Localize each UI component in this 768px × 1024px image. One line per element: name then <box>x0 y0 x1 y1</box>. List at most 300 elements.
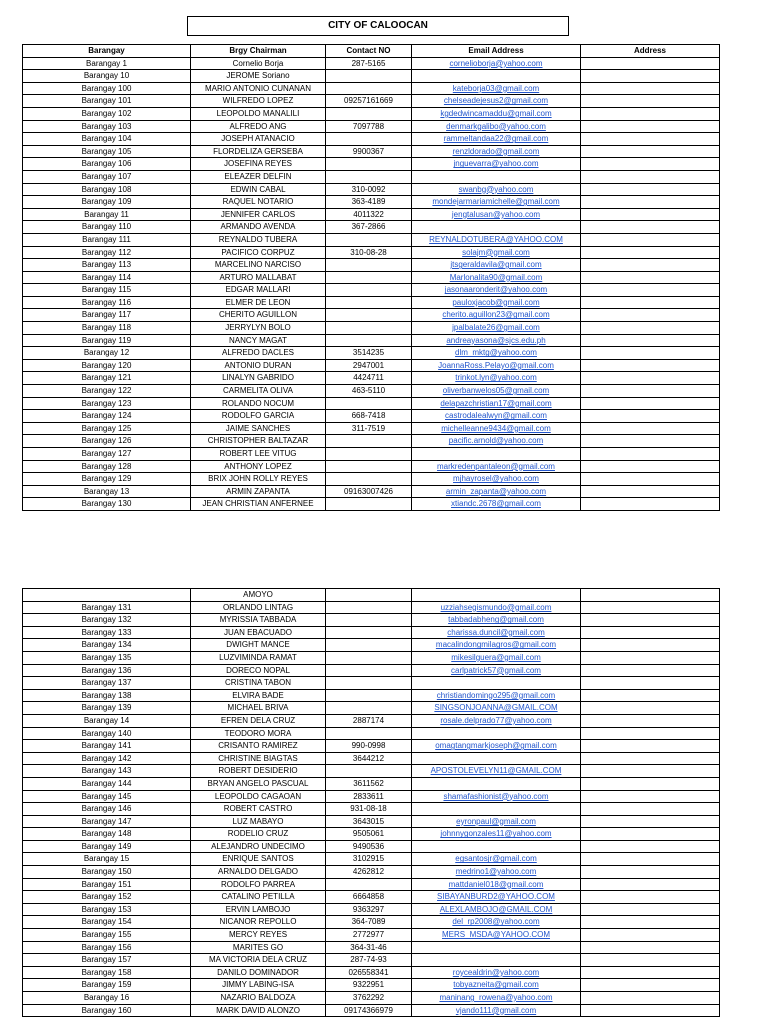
address-cell <box>581 183 720 196</box>
chairman-cell: MERCY REYES <box>191 929 326 942</box>
email-link[interactable]: rammeltandaa22@gmail.com <box>412 133 581 146</box>
barangay-cell: Barangay 11 <box>23 208 191 221</box>
email-link[interactable]: rosale.delprado77@yahoo.com <box>412 714 581 727</box>
email-link[interactable]: jengtalusan@yahoo.com <box>412 208 581 221</box>
chairman-cell: MARCELINO NARCISO <box>191 259 326 272</box>
address-cell <box>581 296 720 309</box>
email-link[interactable]: uzziahsegismundo@gmail.com <box>412 601 581 614</box>
address-cell <box>581 385 720 398</box>
email-link[interactable]: medrino1@yahoo.com <box>412 866 581 879</box>
barangay-cell: Barangay 126 <box>23 435 191 448</box>
table-row <box>23 296 720 309</box>
chairman-cell: RAQUEL NOTARIO <box>191 196 326 209</box>
barangay-cell: Barangay 14 <box>23 714 191 727</box>
email-link <box>412 777 581 790</box>
barangay-cell: Barangay 157 <box>23 954 191 967</box>
table-row <box>23 460 720 473</box>
contact-cell: 287-5165 <box>326 57 412 70</box>
email-link <box>412 170 581 183</box>
table-row <box>23 1004 720 1017</box>
email-link <box>412 727 581 740</box>
table-row <box>23 397 720 410</box>
email-link[interactable]: denmarkgalibo@yahoo.com <box>412 120 581 133</box>
barangay-cell: Barangay 155 <box>23 929 191 942</box>
barangay-cell: Barangay 156 <box>23 941 191 954</box>
barangay-cell: Barangay 138 <box>23 689 191 702</box>
email-link[interactable]: eyronpaul@gmail.com <box>412 815 581 828</box>
contact-cell: 363-4189 <box>326 196 412 209</box>
email-link[interactable]: michelleanne9434@gmail.com <box>412 422 581 435</box>
email-link <box>412 954 581 967</box>
email-link[interactable]: mikesilguera@gmail.com <box>412 651 581 664</box>
contact-cell <box>326 689 412 702</box>
email-link[interactable]: renzldorado@gmail.com <box>412 145 581 158</box>
barangay-cell: Barangay 15 <box>23 853 191 866</box>
table-row <box>23 727 720 740</box>
table-row <box>23 878 720 891</box>
contact-cell: 3514235 <box>326 347 412 360</box>
address-cell <box>581 246 720 259</box>
barangay-cell: Barangay 116 <box>23 296 191 309</box>
email-link[interactable]: cherito.aguillon23@gmail.com <box>412 309 581 322</box>
table-row <box>23 979 720 992</box>
email-link[interactable]: dlm_mktg@yahoo.com <box>412 347 581 360</box>
contact-cell: 931-08-18 <box>326 803 412 816</box>
email-link[interactable]: macalindongmilagros@gmail.com <box>412 639 581 652</box>
header-row <box>23 45 720 58</box>
address-cell <box>581 828 720 841</box>
barangay-cell: Barangay 141 <box>23 740 191 753</box>
contact-cell: 2833611 <box>326 790 412 803</box>
table-row <box>23 954 720 967</box>
address-cell <box>581 853 720 866</box>
chairman-cell: ANTONIO DURAN <box>191 359 326 372</box>
table-row <box>23 853 720 866</box>
header-barangay: Barangay <box>23 45 191 58</box>
contact-cell: 9505061 <box>326 828 412 841</box>
barangay-cell: Barangay 159 <box>23 979 191 992</box>
email-link <box>412 677 581 690</box>
table-row <box>23 929 720 942</box>
email-link[interactable]: andreayasona@sjcs.edu.ph <box>412 334 581 347</box>
barangay-cell: Barangay 106 <box>23 158 191 171</box>
contact-cell <box>326 70 412 83</box>
barangay-cell: Barangay 130 <box>23 498 191 511</box>
table-row <box>23 82 720 95</box>
contact-cell: 310-08-28 <box>326 246 412 259</box>
chairman-cell: CRISANTO RAMIREZ <box>191 740 326 753</box>
header-address: Address <box>581 45 720 58</box>
email-link[interactable]: SIBAYANBURD2@YAHOO.COM <box>412 891 581 904</box>
table-row <box>23 589 720 602</box>
address-cell <box>581 271 720 284</box>
chairman-cell: ELEAZER DELFIN <box>191 170 326 183</box>
chairman-cell: JENNIFER CARLOS <box>191 208 326 221</box>
address-cell <box>581 334 720 347</box>
address-cell <box>581 485 720 498</box>
contact-cell: 6664858 <box>326 891 412 904</box>
barangay-cell: Barangay 124 <box>23 410 191 423</box>
table-row <box>23 95 720 108</box>
contact-cell <box>326 702 412 715</box>
chairman-cell: ALEJANDRO UNDECIMO <box>191 840 326 853</box>
contact-cell: 3102915 <box>326 853 412 866</box>
email-link[interactable]: Marlonalita90@gmail.com <box>412 271 581 284</box>
chairman-cell: ALFREDO DACLES <box>191 347 326 360</box>
chairman-cell: ORLANDO LINTAG <box>191 601 326 614</box>
barangay-cell: Barangay 139 <box>23 702 191 715</box>
chairman-cell: ELVIRA BADE <box>191 689 326 702</box>
header-email: Email Address <box>412 45 581 58</box>
address-cell <box>581 815 720 828</box>
chairman-cell: LEOPOLDO MANALILI <box>191 107 326 120</box>
contact-cell <box>326 322 412 335</box>
email-link[interactable]: markredenpantaleon@gmail.com <box>412 460 581 473</box>
email-link[interactable]: carlpatrick57@gmail.com <box>412 664 581 677</box>
table-row <box>23 626 720 639</box>
email-link[interactable]: egsantosjr@gmail.com <box>412 853 581 866</box>
chairman-cell: DWIGHT MANCE <box>191 639 326 652</box>
table-body <box>23 57 720 510</box>
contact-cell: 3643015 <box>326 815 412 828</box>
barangay-cell: Barangay 100 <box>23 82 191 95</box>
chairman-cell: MARK DAVID ALONZO <box>191 1004 326 1017</box>
barangay-cell: Barangay 146 <box>23 803 191 816</box>
barangay-cell: Barangay 112 <box>23 246 191 259</box>
contact-cell <box>326 309 412 322</box>
barangay-cell: Barangay 118 <box>23 322 191 335</box>
table-row <box>23 322 720 335</box>
address-cell <box>581 929 720 942</box>
table-row <box>23 473 720 486</box>
email-link[interactable]: chelseadejesus2@gmail.com <box>412 95 581 108</box>
address-cell <box>581 410 720 423</box>
contact-cell <box>326 133 412 146</box>
chairman-cell: ARMIN ZAPANTA <box>191 485 326 498</box>
barangay-cell: Barangay 105 <box>23 145 191 158</box>
barangay-table-1 <box>22 44 720 511</box>
table-row <box>23 765 720 778</box>
barangay-cell: Barangay 120 <box>23 359 191 372</box>
chairman-cell: ROBERT DESIDERIO <box>191 765 326 778</box>
chairman-cell: JEROME Soriano <box>191 70 326 83</box>
email-link[interactable]: mattdaniel018@gmail.com <box>412 878 581 891</box>
barangay-cell: Barangay 121 <box>23 372 191 385</box>
email-link <box>412 70 581 83</box>
email-link[interactable]: ALEXLAMBOJO@GMAIL.COM <box>412 903 581 916</box>
table-row <box>23 752 720 765</box>
barangay-cell: Barangay 131 <box>23 601 191 614</box>
contact-cell: 3762292 <box>326 992 412 1005</box>
chairman-cell: JUAN EBACUADO <box>191 626 326 639</box>
chairman-cell: NICANOR REPOLLO <box>191 916 326 929</box>
contact-cell <box>326 651 412 664</box>
email-link[interactable]: roycealdrin@yahoo.com <box>412 966 581 979</box>
email-link[interactable]: kgdedwincamaddu@gmail.com <box>412 107 581 120</box>
table-row <box>23 448 720 461</box>
email-link[interactable]: APOSTOLEVELYN11@GMAIL.COM <box>412 765 581 778</box>
address-cell <box>581 878 720 891</box>
email-link[interactable]: JoannaRoss.Pelayo@gmail.com <box>412 359 581 372</box>
contact-cell: 2772977 <box>326 929 412 942</box>
address-cell <box>581 601 720 614</box>
table-row <box>23 614 720 627</box>
table-row <box>23 689 720 702</box>
table-row <box>23 777 720 790</box>
chairman-cell: PACIFICO CORPUZ <box>191 246 326 259</box>
email-link[interactable]: jnguevarra@yahoo.com <box>412 158 581 171</box>
barangay-cell: Barangay 102 <box>23 107 191 120</box>
barangay-cell: Barangay 134 <box>23 639 191 652</box>
address-cell <box>581 322 720 335</box>
contact-cell <box>326 107 412 120</box>
contact-cell: 9490536 <box>326 840 412 853</box>
table-row <box>23 107 720 120</box>
contact-cell <box>326 448 412 461</box>
email-link[interactable]: REYNALDOTUBERA@YAHOO.COM <box>412 233 581 246</box>
chairman-cell: REYNALDO TUBERA <box>191 233 326 246</box>
address-cell <box>581 95 720 108</box>
barangay-cell: Barangay 117 <box>23 309 191 322</box>
email-link[interactable]: solajm@gmail.com <box>412 246 581 259</box>
contact-cell: 09174366979 <box>326 1004 412 1017</box>
chairman-cell: JAIME SANCHES <box>191 422 326 435</box>
chairman-cell: EDWIN CABAL <box>191 183 326 196</box>
address-cell <box>581 840 720 853</box>
address-cell <box>581 448 720 461</box>
email-link <box>412 752 581 765</box>
address-cell <box>581 727 720 740</box>
contact-cell <box>326 259 412 272</box>
barangay-cell: Barangay 127 <box>23 448 191 461</box>
contact-cell: 311-7519 <box>326 422 412 435</box>
table-row <box>23 866 720 879</box>
address-cell <box>581 664 720 677</box>
email-link[interactable]: castrodalealwyn@gmail.com <box>412 410 581 423</box>
chairman-cell: CHRISTINE BIAGTAS <box>191 752 326 765</box>
address-cell <box>581 966 720 979</box>
address-cell <box>581 614 720 627</box>
email-link[interactable]: mondejarmariamichelle@gmail.com <box>412 196 581 209</box>
address-cell <box>581 107 720 120</box>
contact-cell <box>326 498 412 511</box>
chairman-cell: MA VICTORIA DELA CRUZ <box>191 954 326 967</box>
contact-cell: 2947001 <box>326 359 412 372</box>
table-row <box>23 70 720 83</box>
chairman-cell: ARMANDO AVENDA <box>191 221 326 234</box>
barangay-cell: Barangay 148 <box>23 828 191 841</box>
email-link[interactable]: tobyazneita@gmail.com <box>412 979 581 992</box>
contact-cell: 026558341 <box>326 966 412 979</box>
barangay-cell: Barangay 10 <box>23 70 191 83</box>
email-link <box>412 448 581 461</box>
contact-cell <box>326 614 412 627</box>
email-link[interactable]: shamafashionist@yahoo.com <box>412 790 581 803</box>
table-row <box>23 208 720 221</box>
table-row <box>23 145 720 158</box>
chairman-cell: JERRYLYN BOLO <box>191 322 326 335</box>
email-link[interactable]: jtsgeraldavila@gmail.com <box>412 259 581 272</box>
contact-cell: 668-7418 <box>326 410 412 423</box>
barangay-cell: Barangay 154 <box>23 916 191 929</box>
table-row <box>23 410 720 423</box>
email-link[interactable]: kateborja03@gmail.com <box>412 82 581 95</box>
chairman-cell: LEOPOLDO CAGAOAN <box>191 790 326 803</box>
email-link[interactable]: charissa.duncil@gmail.com <box>412 626 581 639</box>
contact-cell <box>326 397 412 410</box>
barangay-cell: Barangay 128 <box>23 460 191 473</box>
chairman-cell: CHRISTOPHER BALTAZAR <box>191 435 326 448</box>
contact-cell: 9322951 <box>326 979 412 992</box>
chairman-cell: JOSEFINA REYES <box>191 158 326 171</box>
contact-cell: 287-74-93 <box>326 954 412 967</box>
email-link[interactable]: omagtangmarkjoseph@gmail.com <box>412 740 581 753</box>
table-row <box>23 903 720 916</box>
email-link[interactable]: tabbadabheng@gmail.com <box>412 614 581 627</box>
barangay-cell: Barangay 135 <box>23 651 191 664</box>
barangay-cell: Barangay 16 <box>23 992 191 1005</box>
contact-cell <box>326 170 412 183</box>
chairman-cell: TEODORO MORA <box>191 727 326 740</box>
address-cell <box>581 397 720 410</box>
barangay-cell: Barangay 110 <box>23 221 191 234</box>
barangay-cell: Barangay 109 <box>23 196 191 209</box>
table-row <box>23 740 720 753</box>
contact-cell <box>326 271 412 284</box>
email-link[interactable]: christiandomingo295@gmail.com <box>412 689 581 702</box>
chairman-cell: ARNALDO DELGADO <box>191 866 326 879</box>
barangay-cell: Barangay 153 <box>23 903 191 916</box>
barangay-cell: Barangay 158 <box>23 966 191 979</box>
email-link[interactable]: mjhayrosel@yahoo.com <box>412 473 581 486</box>
barangay-cell: Barangay 140 <box>23 727 191 740</box>
table-row <box>23 183 720 196</box>
table-row <box>23 372 720 385</box>
address-cell <box>581 903 720 916</box>
barangay-cell: Barangay 123 <box>23 397 191 410</box>
table-row <box>23 221 720 234</box>
chairman-cell: ENRIQUE SANTOS <box>191 853 326 866</box>
email-link[interactable]: vjando111@gmail.com <box>412 1004 581 1017</box>
email-link[interactable]: jasonaaronderit@yahoo.com <box>412 284 581 297</box>
contact-cell <box>326 626 412 639</box>
contact-cell <box>326 677 412 690</box>
email-link <box>412 840 581 853</box>
address-cell <box>581 221 720 234</box>
chairman-cell: ROBERT CASTRO <box>191 803 326 816</box>
contact-cell <box>326 727 412 740</box>
address-cell <box>581 992 720 1005</box>
barangay-cell: Barangay 113 <box>23 259 191 272</box>
table-row <box>23 233 720 246</box>
chairman-cell: LUZVIMINDA RAMAT <box>191 651 326 664</box>
email-link[interactable]: pauloxjacob@gmail.com <box>412 296 581 309</box>
contact-cell: 9900367 <box>326 145 412 158</box>
barangay-cell: Barangay 132 <box>23 614 191 627</box>
chairman-cell: LUZ MABAYO <box>191 815 326 828</box>
barangay-cell: Barangay 151 <box>23 878 191 891</box>
chairman-cell: ROBERT LEE VITUG <box>191 448 326 461</box>
barangay-cell: Barangay 107 <box>23 170 191 183</box>
email-link[interactable]: johnnygonzales11@yahoo.com <box>412 828 581 841</box>
email-link[interactable]: del_rp2008@yahoo.com <box>412 916 581 929</box>
header-chairman: Brgy Chairman <box>191 45 326 58</box>
contact-cell: 4262812 <box>326 866 412 879</box>
contact-cell: 4424711 <box>326 372 412 385</box>
email-link[interactable]: armin_zapanta@yahoo.com <box>412 485 581 498</box>
page-title: CITY OF CALOOCAN <box>187 16 569 36</box>
address-cell <box>581 803 720 816</box>
barangay-cell: Barangay 137 <box>23 677 191 690</box>
chairman-cell: RODELIO CRUZ <box>191 828 326 841</box>
contact-cell <box>326 473 412 486</box>
address-cell <box>581 589 720 602</box>
email-link[interactable]: cornelioborja@yahoo.com <box>412 57 581 70</box>
email-link[interactable]: oliverbanwelos05@gmail.com <box>412 385 581 398</box>
table-row <box>23 271 720 284</box>
contact-cell <box>326 284 412 297</box>
email-link[interactable]: trinkot.lyn@yahoo.com <box>412 372 581 385</box>
table-row <box>23 891 720 904</box>
address-cell <box>581 740 720 753</box>
email-link[interactable]: delapazchristian17@gmail.com <box>412 397 581 410</box>
chairman-cell: MARITES GO <box>191 941 326 954</box>
address-cell <box>581 259 720 272</box>
email-link <box>412 589 581 602</box>
address-cell <box>581 422 720 435</box>
address-cell <box>581 284 720 297</box>
email-link[interactable]: xtiandc.2678@gmail.com <box>412 498 581 511</box>
contact-cell: 364-31-46 <box>326 941 412 954</box>
email-link[interactable]: SINGSONJOANNA@GMAIL.COM <box>412 702 581 715</box>
table-row <box>23 916 720 929</box>
barangay-cell: Barangay 122 <box>23 385 191 398</box>
contact-cell: 4011322 <box>326 208 412 221</box>
address-cell <box>581 639 720 652</box>
barangay-cell: Barangay 103 <box>23 120 191 133</box>
table-row <box>23 828 720 841</box>
contact-cell <box>326 639 412 652</box>
contact-cell: 3611562 <box>326 777 412 790</box>
chairman-cell: DANILO DOMINADOR <box>191 966 326 979</box>
email-link[interactable]: pacific.arnold@yahoo.com <box>412 435 581 448</box>
contact-cell: 3644212 <box>326 752 412 765</box>
address-cell <box>581 626 720 639</box>
chairman-cell: RODOLFO PARREA <box>191 878 326 891</box>
table-row <box>23 941 720 954</box>
email-link[interactable]: jpalbalate26@gmail.com <box>412 322 581 335</box>
header-contact: Contact NO <box>326 45 412 58</box>
chairman-cell: NAZARIO BALDOZA <box>191 992 326 1005</box>
email-link[interactable]: swanbg@yahoo.com <box>412 183 581 196</box>
barangay-cell: Barangay 133 <box>23 626 191 639</box>
address-cell <box>581 702 720 715</box>
table-body <box>23 589 720 1017</box>
table-row <box>23 702 720 715</box>
contact-cell: 2887174 <box>326 714 412 727</box>
address-cell <box>581 777 720 790</box>
chairman-cell: JEAN CHRISTIAN ANFERNEE <box>191 498 326 511</box>
address-cell <box>581 233 720 246</box>
table-row <box>23 196 720 209</box>
email-link <box>412 803 581 816</box>
barangay-cell: Barangay 13 <box>23 485 191 498</box>
barangay-cell: Barangay 129 <box>23 473 191 486</box>
table-row <box>23 284 720 297</box>
email-link[interactable]: MERS_MSDA@YAHOO.COM <box>412 929 581 942</box>
table-row <box>23 790 720 803</box>
email-link[interactable]: maninang_rowena@yahoo.com <box>412 992 581 1005</box>
